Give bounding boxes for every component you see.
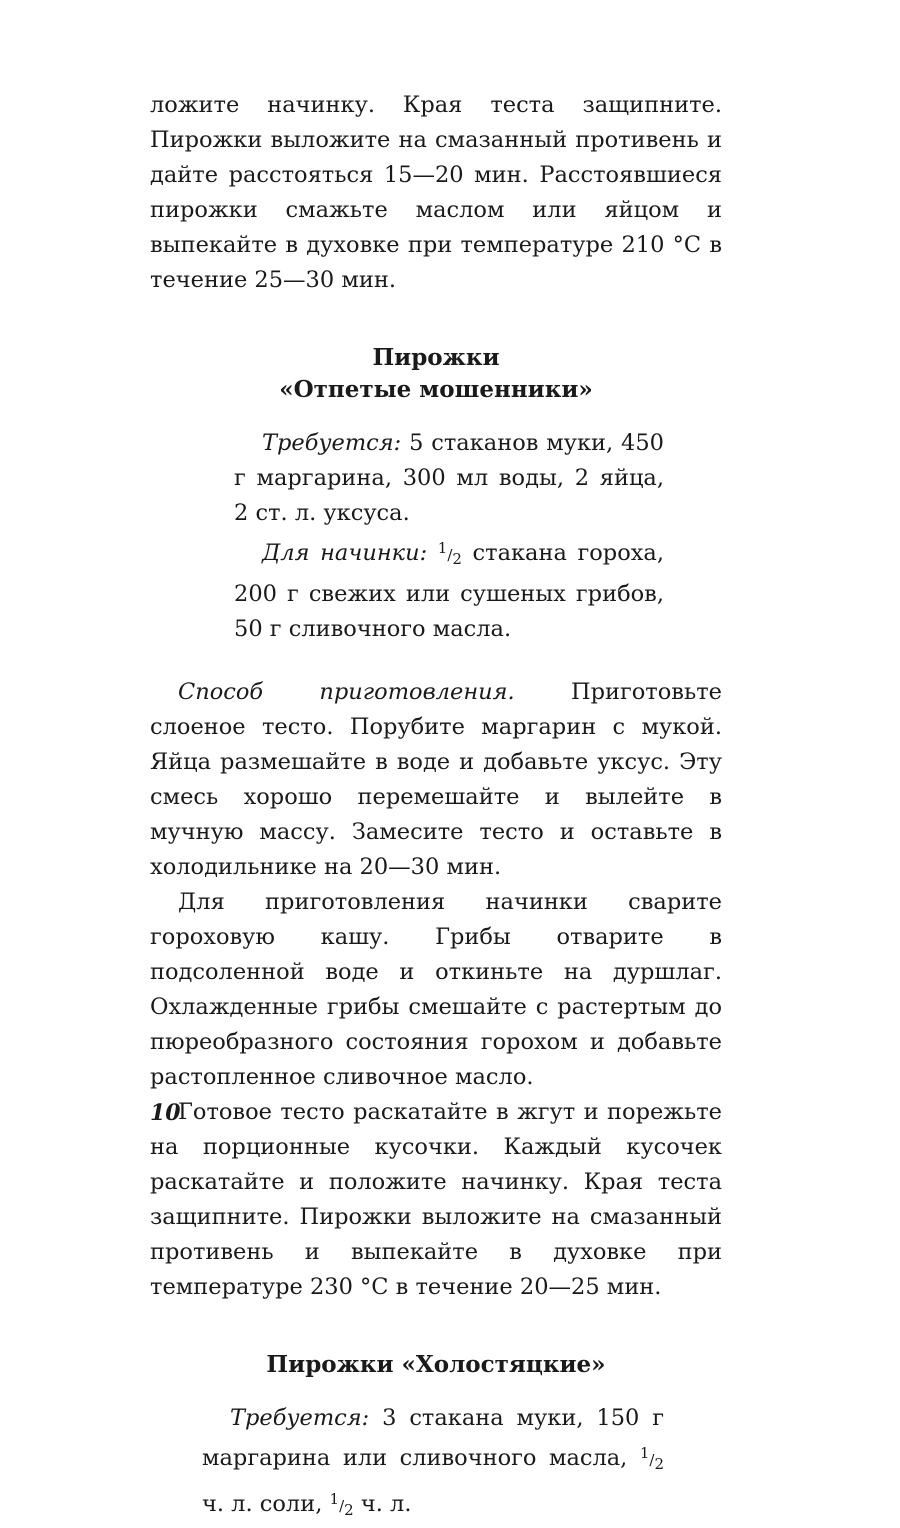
recipe2-title: Пирожки «Холостяцкие» <box>266 1351 606 1378</box>
required-text-b: ч. л. соли, <box>202 1491 330 1517</box>
book-page <box>150 88 722 1528</box>
recipe1-ingredients <box>234 426 664 647</box>
required-text-c: ч. л. <box>353 1491 412 1517</box>
recipe1-title-line1: Пирожки <box>372 344 500 371</box>
filling-text: стакана гороха, 200 г свежих или сушеных грибов, 50 г сливочного масла. <box>234 540 664 642</box>
half-fraction: 1/2 <box>639 1444 664 1473</box>
intro-paragraph: ложите начинку. Края теста защипните. Пирожки выложите на смазанный противень и дайте расстояться 15—20 мин. Расстоявшиеся пирожки смажьте маслом или яйцом и выпекайте в духовке при температуре 210 °C в течение 25—30 мин. <box>150 92 722 293</box>
recipe1-paragraph2: Для приготовления начинки сварите гороховую кашу. Грибы отварите в подсоленной воде и откиньте на дуршлаг. Охлажденные грибы смешайте с растертым до пюреобразного состояния горохом и добавьте растопленное сливочное масло. <box>150 889 722 1090</box>
half-fraction: 1/2 <box>329 1490 354 1519</box>
recipe2-required <box>202 1401 664 1528</box>
method-label: Способ приготовления. <box>178 679 515 705</box>
recipe1-required <box>234 426 664 531</box>
method-text: Приготовьте слоеное тесто. Порубите маргарин с мукой. Яйца размешайте в воде и добавьте уксус. Эту смесь хорошо перемешайте и вылейте в мучную массу. Замесите тесто и оставьте в холодильнике на 20—30 мин. <box>150 679 722 880</box>
recipe1-method <box>150 675 722 885</box>
page-number: 10 <box>150 1100 181 1126</box>
required-label: Требуется: <box>262 430 402 456</box>
filling-label: Для начинки: <box>262 540 428 566</box>
recipe1-title-line2: «Отпетые мошенники» <box>279 376 593 403</box>
recipe1-filling <box>234 531 664 647</box>
recipe1-paragraph3: Готовое тесто раскатайте в жгут и порежьте на порционные кусочки. Каждый кусочек раскатайте и положите начинку. Края теста защипните. Пирожки выложите на смазанный противень и выпекайте в духовке при температуре 230 °C в течение 20—25 мин. <box>150 1099 722 1300</box>
recipe2-ingredients <box>202 1401 664 1528</box>
required-label: Требуется: <box>230 1405 370 1431</box>
required-text: 5 стаканов муки, 450 г маргарина, 300 мл воды, 2 яйца, 2 ст. л. уксуса. <box>234 430 664 526</box>
required-text-a: 3 стакана муки, 150 г маргарина или сливочного масла, <box>202 1405 664 1471</box>
half-fraction: 1/2 <box>437 539 462 568</box>
